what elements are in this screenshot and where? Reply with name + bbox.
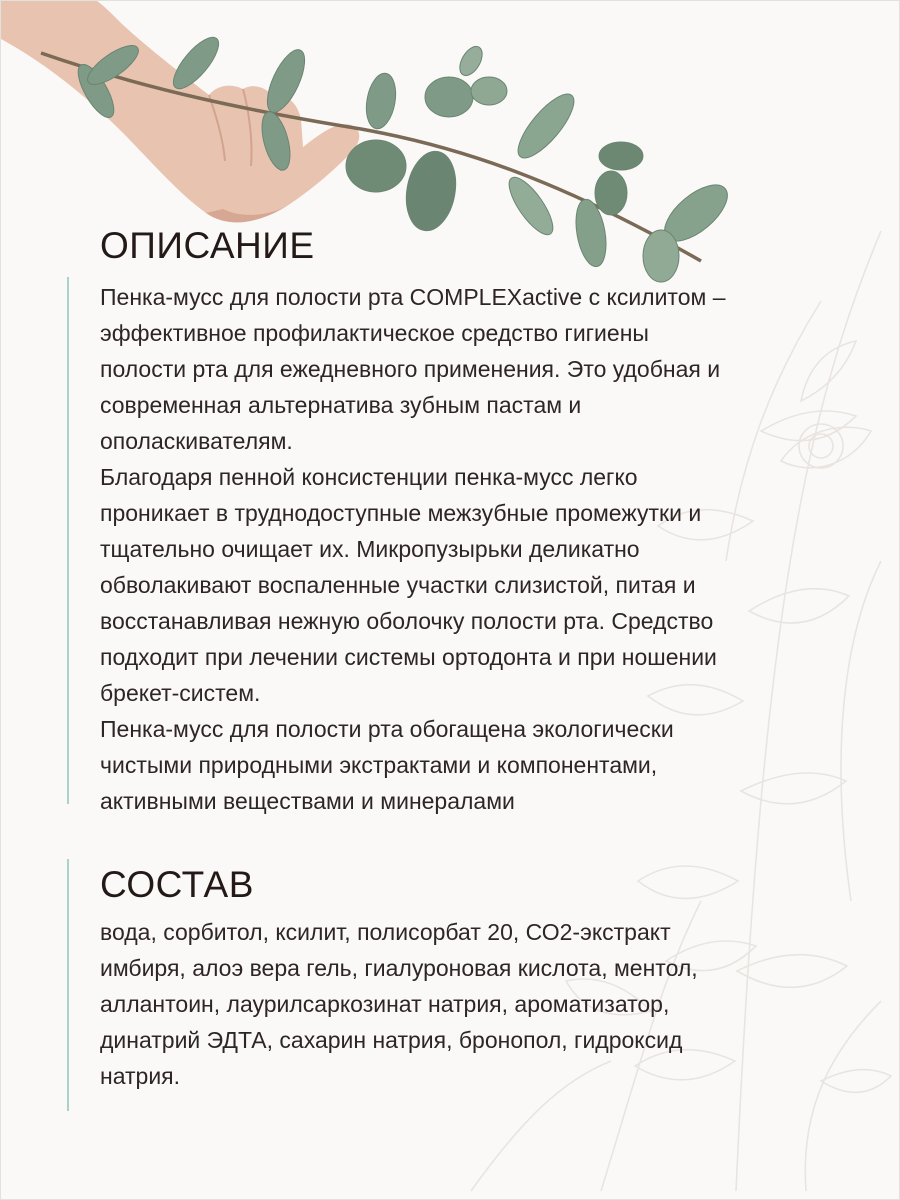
description-text [100,279,860,819]
description-line: Пенка-мусс для полости рта обогащена экологически [100,716,674,742]
composition-line: натрия. [100,1063,181,1089]
description-line: проникает в труднодоступные межзубные промежутки и [100,500,702,526]
description-line: активными веществами и минералами [100,788,515,814]
description-heading: ОПИСАНИЕ [100,225,315,266]
description-line: подходит при лечении системы ортодонта и при ношении [100,644,717,670]
composition-accent-bar [67,859,69,1111]
description-line: Благодаря пенной консистенции пенка-мусс легко [100,464,638,490]
composition-text [100,914,860,1094]
composition-line: аллантоин, лаурилсаркозинат натрия, ароматизатор, [100,991,670,1017]
composition-heading: СОСТАВ [100,864,254,905]
composition-line: имбиря, алоэ вера гель, гиалуроновая кислота, ментол, [100,955,698,981]
description-line: чистыми природными экстрактами и компонентами, [100,752,658,778]
composition-line: динатрий ЭДТА, сахарин натрия, бронопол, гидроксид [100,1027,683,1053]
description-line: эффективное профилактическое средство гигиены [100,320,649,346]
description-line: Пенка-мусс для полости рта COMPLEXactive с ксилитом – [100,284,726,310]
description-accent-bar [67,277,69,804]
description-line: ополаскивателям. [100,428,293,454]
description-line: современная альтернатива зубным пастам и [100,392,582,418]
description-line: брекет-систем. [100,680,261,706]
composition-line: вода, сорбитол, ксилит, полисорбат 20, СО2-экстракт [100,919,671,945]
description-line: восстанавливая нежную оболочку полости рта. Средство [100,608,714,634]
description-line: тщательно очищает их. Микропузырьки деликатно [100,536,640,562]
description-line: обволакивают воспаленные участки слизистой, питая и [100,572,696,598]
description-line: полости рта для ежедневного применения. Это удобная и [100,356,721,382]
